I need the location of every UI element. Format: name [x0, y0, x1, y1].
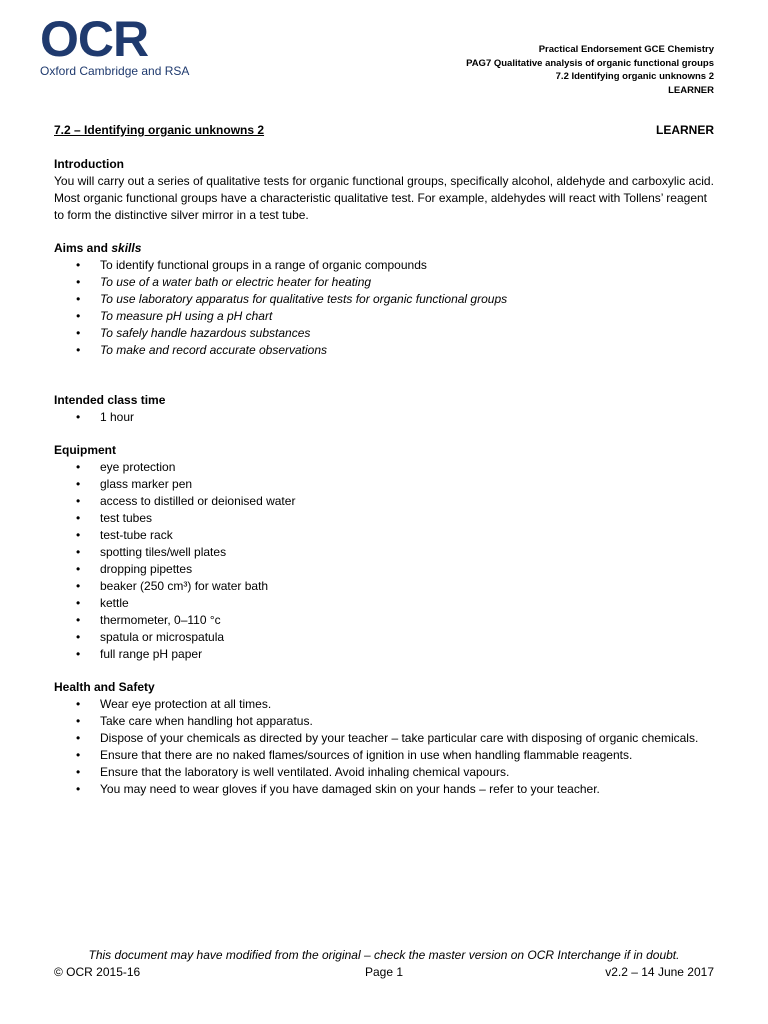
bullet-icon: •: [76, 511, 81, 525]
aims-heading: [54, 240, 716, 257]
bullet-icon: •: [76, 714, 81, 728]
list-item: • test tubes: [76, 511, 153, 525]
list-item: • You may need to wear gloves if you have damaged skin on your hands – refer to your teacher.: [76, 782, 600, 796]
introduction-section: [54, 156, 716, 224]
document-body: [54, 156, 716, 814]
bullet-icon: •: [76, 494, 81, 508]
ocr-logo: [40, 11, 200, 80]
list-item: • full range pH paper: [76, 647, 203, 661]
list-item: • To identify functional groups in a range of organic compounds: [76, 258, 427, 272]
bullet-icon: •: [76, 460, 81, 474]
bullet-icon: •: [76, 343, 81, 357]
list-item: • 1 hour: [76, 410, 135, 424]
bullet-icon: •: [76, 562, 81, 576]
class-time-list: [54, 409, 716, 426]
bullet-icon: •: [76, 782, 81, 796]
list-item: • To make and record accurate observations: [76, 343, 328, 357]
bullet-icon: •: [76, 596, 81, 610]
list-item: • access to distilled or deionised water: [76, 494, 296, 508]
header-line-course: Practical Endorsement GCE Chemistry: [538, 44, 714, 55]
copyright-text: © OCR 2015-16: [54, 965, 141, 979]
title-row: [54, 123, 714, 137]
list-item: • thermometer, 0–110 °c: [76, 613, 221, 627]
bullet-icon: •: [76, 326, 81, 340]
list-item: • test-tube rack: [76, 528, 173, 542]
equipment-section: [54, 442, 716, 663]
list-item: • Dispose of your chemicals as directed by your teacher – take particular care with disposing of organic chemicals.: [76, 731, 699, 745]
bullet-icon: •: [76, 765, 81, 779]
page-number: Page 1: [364, 965, 404, 979]
bullet-icon: •: [76, 528, 81, 542]
header-line-pag: PAG7 Qualitative analysis of organic functional groups: [466, 57, 714, 69]
bullet-icon: •: [76, 579, 81, 593]
health-safety-list: [54, 696, 716, 798]
list-item: • spotting tiles/well plates: [76, 545, 227, 559]
introduction-text: You will carry out a series of qualitative tests for organic functional groups, specifically alcohol, aldehyde and carboxylic acid. Most organic functional groups have a characteristic qualitative test. For example, aldehydes will react with Tollens’ reagent to form the distinctive silver mirror in a test tube.: [54, 174, 714, 222]
introduction-heading: Introduction: [54, 157, 124, 171]
equipment-list: [54, 459, 716, 663]
bullet-icon: •: [76, 545, 81, 559]
list-item: • Ensure that the laboratory is well ventilated. Avoid inhaling chemical vapours.: [76, 765, 510, 779]
document-header: [466, 43, 714, 97]
header-line-activity: 7.2 Identifying organic unknowns 2: [555, 71, 714, 83]
header-line-role: LEARNER: [668, 84, 714, 96]
list-item: • To measure pH using a pH chart: [76, 309, 273, 323]
version-text: v2.2 – 14 June 2017: [605, 965, 714, 979]
aims-list: [54, 257, 716, 359]
list-item: • Wear eye protection at all times.: [76, 697, 272, 711]
bullet-icon: •: [76, 258, 81, 272]
list-item: • To use of a water bath or electric heater for heating: [76, 275, 372, 289]
page-footer: [54, 965, 714, 979]
role-label: LEARNER: [655, 123, 714, 137]
class-time-section: [54, 392, 716, 426]
list-item: • kettle: [76, 596, 129, 610]
bullet-icon: •: [76, 630, 81, 644]
page-title: 7.2 – Identifying organic unknowns 2: [54, 123, 265, 137]
list-item: • eye protection: [76, 460, 176, 474]
health-safety-section: [54, 679, 716, 798]
bullet-icon: •: [76, 613, 81, 627]
health-safety-heading: Health and Safety: [54, 680, 155, 694]
list-item: • beaker (250 cm³) for water bath: [76, 579, 269, 593]
aims-section: [54, 240, 716, 359]
bullet-icon: •: [76, 292, 81, 306]
equipment-heading: Equipment: [54, 443, 116, 457]
list-item: • To use laboratory apparatus for qualitative tests for organic functional groups: [76, 292, 508, 306]
bullet-icon: •: [76, 275, 81, 289]
bullet-icon: •: [76, 748, 81, 762]
list-item: • To safely handle hazardous substances: [76, 326, 311, 340]
bullet-icon: •: [76, 309, 81, 323]
ocr-logo-mark: OCR: [40, 11, 149, 67]
list-item: • dropping pipettes: [76, 562, 193, 576]
ocr-logo-subtitle: Oxford Cambridge and RSA: [40, 64, 190, 78]
footer-disclaimer: This document may have modified from the original – check the master version on OCR Interchange if in doubt.: [88, 948, 680, 962]
bullet-icon: •: [76, 647, 81, 661]
class-time-heading: Intended class time: [54, 393, 166, 407]
bullet-icon: •: [76, 697, 81, 711]
aims-heading-skills: skills: [111, 241, 142, 255]
bullet-icon: •: [76, 410, 81, 424]
list-item: • spatula or microspatula: [76, 630, 225, 644]
bullet-icon: •: [76, 477, 81, 491]
bullet-icon: •: [76, 731, 81, 745]
aims-heading-aims: Aims and: [54, 241, 112, 255]
list-item: • glass marker pen: [76, 477, 193, 491]
list-item: • Ensure that there are no naked flames/sources of ignition in use when handling flammable reagents.: [76, 748, 633, 762]
list-item: • Take care when handling hot apparatus.: [76, 714, 313, 728]
